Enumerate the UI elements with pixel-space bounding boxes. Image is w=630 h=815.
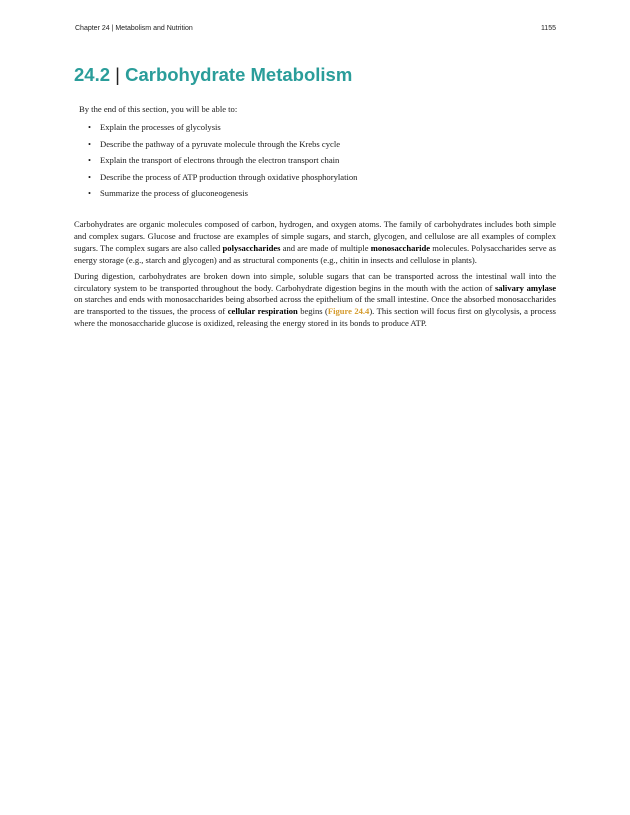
bullet-icon: •: [88, 138, 92, 149]
section-number: 24.2: [74, 64, 111, 85]
paragraph-carbohydrates: [74, 219, 556, 267]
section-heading: [74, 63, 352, 87]
section-separator: |: [115, 64, 120, 85]
paragraph-text: and are made of multiple: [280, 242, 371, 253]
key-term-polysaccharides: polysaccharides: [222, 242, 281, 253]
paragraph-text: on starches and ends with monosaccharides being absorbed across the epithelium of the small intestine. Once the absorbed monosaccharides are transported to the tissues, the process of: [74, 294, 556, 317]
objective-item: [79, 122, 499, 133]
objective-text: Summarize the process of gluconeogenesis: [100, 188, 248, 199]
objective-item: [79, 172, 499, 183]
figure-link[interactable]: Figure 24.4: [327, 306, 370, 317]
key-term-cellular-respiration: cellular respiration: [227, 306, 298, 317]
bullet-icon: •: [88, 155, 92, 166]
bullet-icon: •: [88, 171, 92, 182]
learning-objectives: [79, 104, 499, 205]
body-text: [74, 219, 556, 334]
key-term-monosaccharide: monosaccharide: [370, 242, 431, 253]
bullet-icon: •: [88, 122, 92, 132]
objective-item: [79, 155, 499, 166]
section-title: Carbohydrate Metabolism: [125, 64, 353, 85]
objectives-intro: By the end of this section, you will be able to:: [79, 104, 238, 114]
page-number: 1155: [540, 25, 556, 32]
paragraph-text: During digestion, carbohydrates are broken down into simple, soluble sugars that can be transported across the intestinal wall into the circulatory system to be transported throughout the body. Carbohydrate digestion begins in the mouth with the action of: [74, 270, 556, 293]
paragraph-text: molecules. Polysaccharides serve as energy storage (e.g., starch and glycogen) and as structural components (e.g., chitin in insects and cellulose in plants).: [74, 242, 556, 265]
objective-text: Explain the transport of electrons through the electron transport chain: [100, 155, 340, 166]
paragraph-text: begins (: [297, 306, 328, 317]
paragraph-digestion: [74, 271, 556, 331]
objective-item: [79, 139, 499, 150]
objective-text: Explain the processes of glycolysis: [100, 122, 221, 132]
chapter-title: Chapter 24 | Metabolism and Nutrition: [75, 25, 193, 32]
key-term-salivary-amylase: salivary amylase: [494, 282, 556, 293]
page-header: [75, 25, 556, 37]
paragraph-text: ). This section will focus first on glycolysis, a process where the monosaccharide glucose is oxidized, releasing the energy stored in its bonds to produce ATP.: [74, 306, 556, 329]
paragraph-text: Carbohydrates are organic molecules composed of carbon, hydrogen, and oxygen atoms. The family of carbohydrates includes both simple and complex sugars. Glucose and fructose are examples of simple sugars, and starch, glycogen, and cellulose are all examples of complex sugars. The complex sugars are also called: [74, 219, 556, 253]
objective-text: Describe the pathway of a pyruvate molecule through the Krebs cycle: [100, 138, 341, 149]
objective-text: Describe the process of ATP production through oxidative phosphorylation: [100, 171, 358, 182]
objective-item: [79, 188, 499, 199]
bullet-icon: •: [88, 188, 92, 199]
objectives-list: [79, 122, 499, 199]
